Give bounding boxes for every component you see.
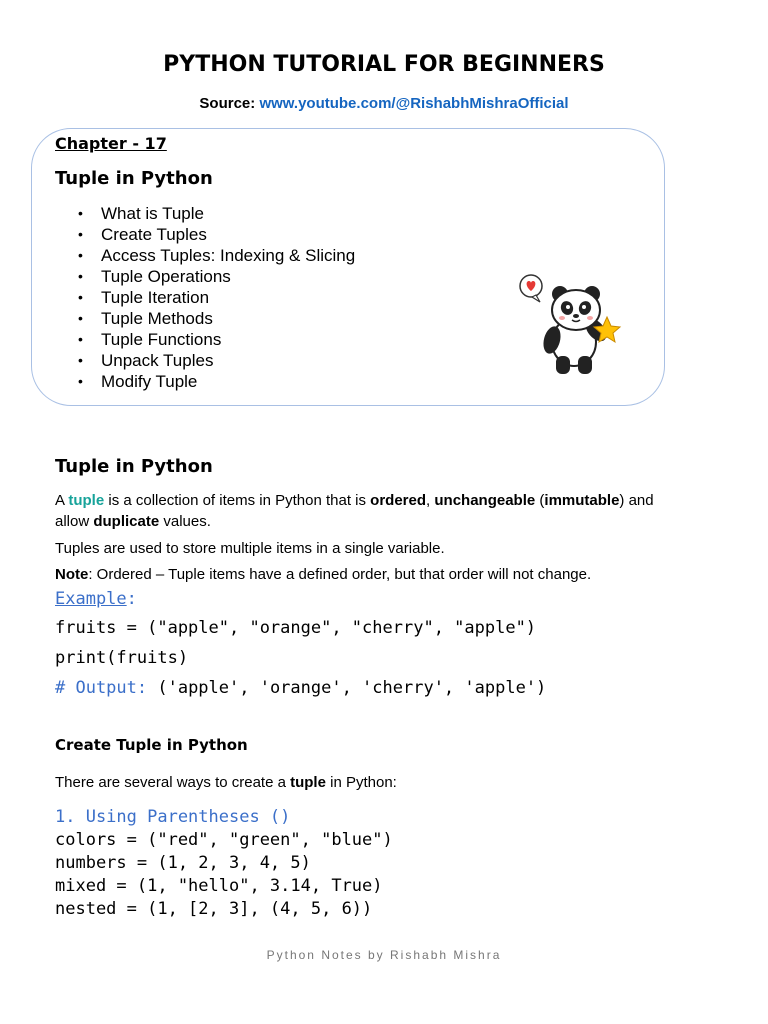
chapter-label: Chapter - 17: [55, 134, 167, 153]
text-run: A: [55, 492, 69, 509]
keyword-unchangeable: unchangeable: [434, 492, 536, 509]
code-line: mixed = (1, "hello", 3.14, True): [55, 876, 383, 896]
source-label: Source:: [199, 95, 256, 112]
method-heading: 1. Using Parentheses (): [55, 807, 291, 827]
code-line: nested = (1, [2, 3], (4, 5, 6)): [55, 899, 373, 919]
code-line: fruits = ("apple", "orange", "cherry", "apple"): [55, 618, 537, 638]
text-run: (: [535, 492, 545, 509]
create-heading: Create Tuple in Python: [55, 736, 248, 754]
keyword-ordered: ordered: [370, 492, 427, 509]
note-text: : Ordered – Tuple items have a defined order, but that order will not change.: [88, 566, 592, 583]
example-colon: :: [126, 589, 137, 609]
chapter-heading: Tuple in Python: [55, 168, 213, 189]
page-footer: Python Notes by Rishabh Mishra: [266, 948, 502, 962]
topic-item: • Create Tuples: [78, 224, 355, 245]
page-title: PYTHON TUTORIAL FOR BEGINNERS: [163, 52, 605, 77]
panda-mascot-icon: [512, 272, 624, 380]
definition-paragraph: [55, 490, 715, 532]
topic-item: • Tuple Methods: [78, 308, 355, 329]
note-paragraph: [55, 564, 715, 585]
source-link[interactable]: www.youtube.com/@RishabhMishraOfficial: [259, 95, 569, 112]
code-line: colors = ("red", "green", "blue"): [55, 830, 393, 850]
keyword-immutable: immutable: [544, 492, 620, 509]
code-comment: # Output:: [55, 678, 148, 698]
topic-item: • Tuple Operations: [78, 266, 355, 287]
text-run: is a collection of items in Python that is: [104, 492, 371, 509]
code-output-line: [55, 678, 546, 698]
text-run: There are several ways to create a: [55, 774, 291, 791]
usage-paragraph: Tuples are used to store multiple items in a single variable.: [55, 540, 445, 557]
text-run: ,: [426, 492, 435, 509]
section-heading: Tuple in Python: [55, 456, 213, 477]
topic-item: • Unpack Tuples: [78, 350, 355, 371]
topic-item: • Modify Tuple: [78, 371, 355, 392]
keyword-duplicate: duplicate: [93, 513, 160, 530]
text-run: in Python:: [325, 774, 397, 791]
text-run: allow: [55, 513, 94, 530]
topic-item: • Access Tuples: Indexing & Slicing: [78, 245, 355, 266]
keyword-tuple: tuple: [290, 774, 326, 791]
code-block: [55, 806, 393, 921]
keyword-tuple: tuple: [68, 492, 105, 509]
source-line: [0, 95, 768, 112]
code-line: numbers = (1, 2, 3, 4, 5): [55, 853, 311, 873]
note-label: Note: [55, 566, 89, 583]
topic-item: • Tuple Iteration: [78, 287, 355, 308]
create-paragraph: [55, 772, 715, 793]
example-label-text: Example: [55, 589, 127, 609]
topic-item: • Tuple Functions: [78, 329, 355, 350]
text-run: values.: [159, 513, 211, 530]
code-line: print(fruits): [55, 648, 189, 668]
text-run: ) and: [619, 492, 654, 509]
topic-list: [78, 203, 355, 392]
topic-item: • What is Tuple: [78, 203, 355, 224]
code-output: ('apple', 'orange', 'cherry', 'apple'): [147, 678, 547, 698]
example-label: [55, 589, 137, 609]
